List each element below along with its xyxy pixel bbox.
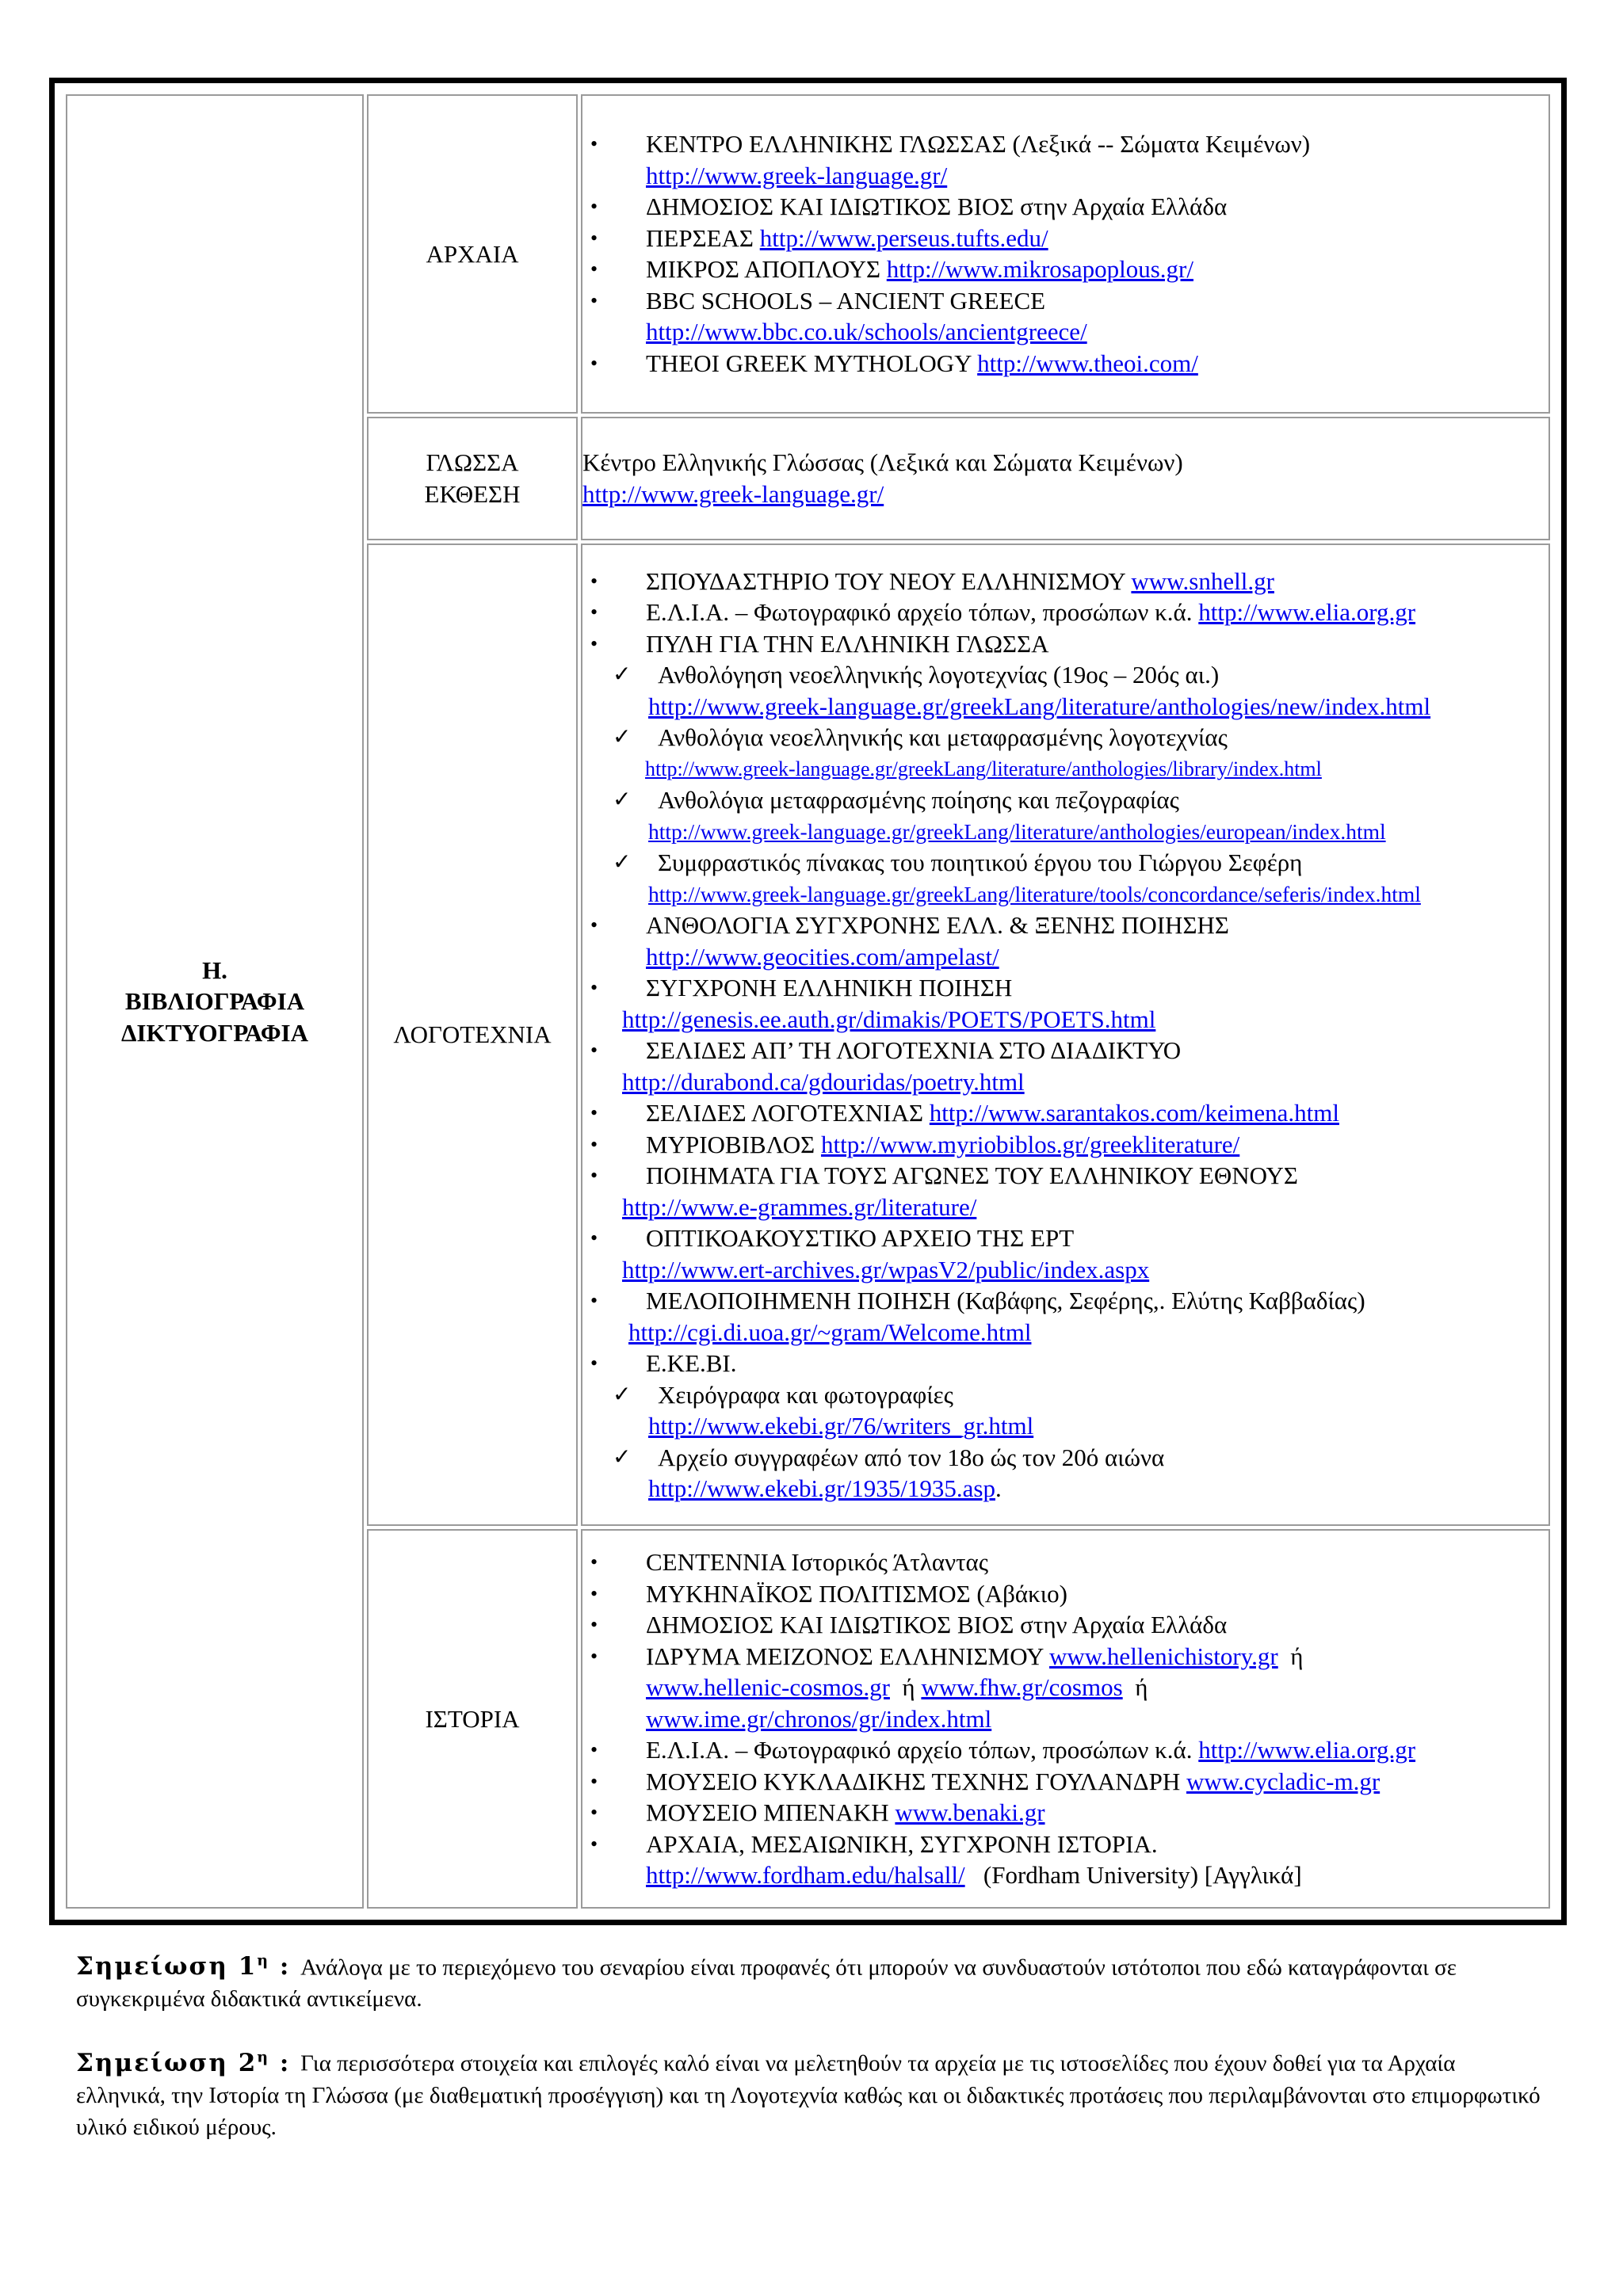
link[interactable]: http://www.e-grammes.gr/literature/ [622, 1192, 977, 1221]
list-item: • ΠΥΛΗ ΓΙΑ ΤΗΝ ΕΛΛΗΝΙΚΗ ΓΛΩΣΣΑ ✓ Ανθολόγηση νεοελληνικής λογοτεχνίας (19ος – 20ός αι.) http://www.greek-language.gr/greekLang/literature/anthologies/new/index.html ✓ Ανθολόγια νεοελληνικής και μεταφρασμένης λογοτεχνίας http://www.greek-language.gr/greekLang/literature/anthologies/library/index.html ✓ Ανθολόγια μεταφρασμένης ποίησης και πεζογραφίας http://www.greek-language.gr/greekLang/literature/anthologies/european/index.html ✓ Συμφραστικός πίνακας του ποιητικού έργου του Γιώργου Σεφέρη http://www.greek-language.gr/greekLang/literature/tools/concordance/seferis/index.html [582, 628, 1549, 910]
link[interactable]: http://cgi.di.uoa.gr/~gram/Welcome.html [628, 1318, 1032, 1346]
link[interactable]: www.benaki.gr [895, 1798, 1045, 1827]
list-item: • ΣΕΛΙΔΕΣ ΑΠ’ ΤΗ ΛΟΓΟΤΕΧΝΙΑ ΣΤΟ ΔΙΑΔΙΚΤΥΟ http://durabond.ca/gdouridas/poetry.html [582, 1035, 1549, 1097]
list-item: • Ε.Λ.Ι.Α. – Φωτογραφικό αρχείο τόπων, προσώπων κ.ά. http://www.elia.org.gr [582, 1734, 1549, 1766]
link[interactable]: http://www.greek-language.gr/ [646, 161, 948, 189]
note-title: Σημείωση $2^\eta$ : [76, 2048, 301, 2077]
list-item: • ΜΥΡΙΟΒΙΒΛΟΣ http://www.myriobiblos.gr/greekliterature/ [582, 1129, 1549, 1161]
link[interactable]: http://www.elia.org.gr [1198, 1736, 1416, 1764]
bibliography-table [63, 91, 1553, 1912]
link[interactable]: www.snhell.gr [1131, 566, 1274, 595]
note-title: Σημείωση $1^\eta$ : [76, 1952, 301, 1981]
note-text: Για περισσότερα στοιχεία και επιλογές καλό είναι να μελετηθούν τα αρχεία με τις ιστοσελίδες που έχουν δοθεί για τα Αρχαία ελληνικά, την Ιστορία τη Γλώσσα (με διαθεματική προσέγγιση) και τη Λογοτεχνία καθώς και οι διδακτικές προτάσεις που περιλαμβάνονται στο επιμορφωτικό υλικό ειδικού μέρους. [76, 2050, 1541, 2140]
link[interactable]: http://www.fordham.edu/halsall/ [646, 1861, 965, 1890]
list-item: • ΣΕΛΙΔΕΣ ΛΟΓΟΤΕΧΝΙΑΣ http://www.sarantakos.com/keimena.html [582, 1097, 1549, 1129]
links-archaia [581, 94, 1550, 414]
list-item: • ΟΠΤΙΚΟΑΚΟΥΣΤΙΚΟ ΑΡΧΕΙΟ ΤΗΣ ΕΡΤ http://www.ert-archives.gr/wpasV2/public/index.aspx [582, 1222, 1549, 1285]
sublist-ekebi [613, 1379, 1549, 1505]
list-item: • Ε.Λ.Ι.Α. – Φωτογραφικό αρχείο τόπων, προσώπων κ.ά. http://www.elia.org.gr [582, 597, 1549, 628]
link[interactable]: http://www.ekebi.gr/1935/1935.asp [648, 1474, 995, 1503]
note-text: Ανάλογα με το περιεχόμενο του σεναρίου είναι προφανές ότι μπορούν να συνδυαστούν ιστότοποι που εδώ καταγράφονται σε συγκεκριμένα διδακτικά αντικείμενα. [76, 1955, 1457, 2012]
link[interactable]: http://www.sarantakos.com/keimena.html [929, 1099, 1339, 1127]
note-2 [76, 2041, 1550, 2142]
list-item: • ΣΠΟΥΔΑΣΤΗΡΙΟ ΤΟΥ ΝΕΟΥ ΕΛΛΗΝΙΣΜΟΥ www.snhell.gr [582, 566, 1549, 597]
note-1 [76, 1945, 1550, 2015]
section-label-letter: Η. [202, 955, 227, 984]
list-item: • Ε.ΚΕ.ΒΙ. ✓ Χειρόγραφα και φωτογραφίες http://www.ekebi.gr/76/writers_gr.html ✓ Αρχείο συγγραφέων από τον 18ο ώς τον 20ό αιώνα http://www.ekebi.gr/1935/1935.asp. [582, 1348, 1549, 1505]
check-icon: ✓ [613, 1382, 632, 1407]
links-istoria [581, 1529, 1550, 1909]
list-item: • ΜΟΥΣΕΙΟ ΚΥΚΛΑΔΙΚΗΣ ΤΕΧΝΗΣ ΓΟΥΛΑΝΔΡΗ www.cycladic-m.gr [582, 1766, 1549, 1798]
subject-istoria: ΙΣΤΟΡΙΑ [367, 1529, 578, 1909]
list-item: • ΣΥΓΧΡΟΝΗ ΕΛΛΗΝΙΚΗ ΠΟΙΗΣΗ http://genesis.ee.auth.gr/dimakis/POETS/POETS.html [582, 972, 1549, 1035]
list-item: • BBC SCHOOLS – ANCIENT GREECE http://www.bbc.co.uk/schools/ancientgreece/ [582, 285, 1549, 348]
section-label-cell [66, 94, 364, 1909]
link[interactable]: www.ime.gr/chronos/gr/index.html [646, 1704, 992, 1733]
section-label-line-1: ΒΙΒΛΙΟΓΡΑΦΙΑ [124, 987, 305, 1016]
link[interactable]: www.cycladic-m.gr [1186, 1767, 1381, 1795]
link[interactable]: http://www.perseus.tufts.edu/ [759, 223, 1048, 252]
list-item: • CENTENNIA Ιστορικός Άτλαντας [582, 1547, 1549, 1578]
link[interactable]: www.fhw.gr/cosmos [921, 1673, 1123, 1702]
notes [76, 1945, 1550, 2169]
check-icon: ✓ [613, 725, 632, 750]
link[interactable]: http://www.elia.org.gr [1198, 598, 1416, 627]
subject-glossa: ΓΛΩΣΣΑ ΕΚΘΕΣΗ [367, 417, 578, 540]
section-label-line-2: ΔΙΚΤΥΟΓΡΑΦΙΑ [120, 1018, 309, 1047]
sublist-item: ✓ Ανθολόγηση νεοελληνικής λογοτεχνίας (19ος – 20ός αι.) http://www.greek-language.gr/greekLang/literature/anthologies/new/index.html [582, 659, 1549, 722]
subject-archaia: ΑΡΧΑΙΑ [367, 94, 578, 414]
link[interactable]: http://www.greek-language.gr/greekLang/literature/anthologies/new/index.html [648, 692, 1431, 720]
list-item: • ΚΕΝΤΡΟ ΕΛΛΗΝΙΚΗΣ ΓΛΩΣΣΑΣ (Λεξικά -- Σώματα Κειμένων) http://www.greek-language.gr/ [582, 128, 1549, 191]
link[interactable]: http://www.ekebi.gr/76/writers_gr.html [648, 1412, 1034, 1440]
list-item: • ΜΙΚΡΟΣ ΑΠΟΠΛΟΥΣ http://www.mikrosapoplous.gr/ [582, 254, 1549, 285]
list-item: • ΜΥΚΗΝΑΪΚΟΣ ΠΟΛΙΤΙΣΜΟΣ (Αβάκιο) [582, 1578, 1549, 1610]
subject-logotexnia: ΛΟΓΟΤΕΧΝΙΑ [367, 543, 578, 1526]
list-item: • ΠΕΡΣΕΑΣ http://www.perseus.tufts.edu/ [582, 223, 1549, 254]
link[interactable]: http://www.myriobiblos.gr/greekliterature/ [820, 1130, 1240, 1158]
link[interactable]: http://www.greek-language.gr/ [582, 479, 884, 508]
sublist-item: ✓ Συμφραστικός πίνακας του ποιητικού έργου του Γιώργου Σεφέρη http://www.greek-language.gr/greekLang/literature/tools/concordance/seferis/index.html [582, 847, 1549, 910]
list-item: • ΜΕΛΟΠΟΙΗΜΕΝΗ ΠΟΙΗΣΗ (Καβάφης, Σεφέρης,. Ελύτης Καββαδίας) http://cgi.di.uoa.gr/~gram/Welcome.html [582, 1285, 1549, 1348]
list-istoria [582, 1547, 1549, 1891]
links-glossa: Κέντρο Ελληνικής Γλώσσας (Λεξικά και Σώματα Κειμένων) http://www.greek-language.gr/ [581, 417, 1550, 540]
sublist-item: ✓ Χειρόγραφα και φωτογραφίες http://www.ekebi.gr/76/writers_gr.html [582, 1379, 1549, 1442]
list-item: • THEOI GREEK MYTHOLOGY http://www.theoi.com/ [582, 348, 1549, 379]
link[interactable]: http://www.greek-language.gr/greekLang/literature/tools/concordance/seferis/index.html [648, 881, 1421, 906]
list-logotexnia [582, 566, 1549, 1505]
link[interactable]: http://www.mikrosapoplous.gr/ [886, 255, 1193, 284]
links-logotexnia [581, 543, 1550, 1526]
list-item: • ΙΔΡΥΜΑ ΜΕΙΖΟΝΟΣ ΕΛΛΗΝΙΣΜΟΥ www.hellenichistory.gr ή www.hellenic-cosmos.gr ή www.fhw.gr/cosmos ή www.ime.gr/chronos/gr/index.html [582, 1641, 1549, 1735]
list-item: • ΔΗΜΟΣΙΟΣ ΚΑΙ ΙΔΙΩΤΙΚΟΣ ΒΙΟΣ στην Αρχαία Ελλάδα [582, 191, 1549, 223]
list-archaia [582, 128, 1549, 379]
link[interactable]: http://www.geocities.com/ampelast/ [646, 942, 999, 971]
sublist-item: ✓ Ανθολόγια μεταφρασμένης ποίησης και πεζογραφίας http://www.greek-language.gr/greekLang/literature/anthologies/european/index.html [582, 784, 1549, 847]
list-item: • ΑΝΘΟΛΟΓΙΑ ΣΥΓΧΡΟΝΗΣ ΕΛΛ. & ΞΕΝΗΣ ΠΟΙΗΣΗΣ http://www.geocities.com/ampelast/ [582, 910, 1549, 972]
check-icon: ✓ [613, 1444, 632, 1470]
bibliography-table-frame [49, 78, 1567, 1925]
link[interactable]: http://www.greek-language.gr/greekLang/literature/anthologies/european/index.html [648, 818, 1386, 844]
link[interactable]: http://www.greek-language.gr/greekLang/literature/anthologies/library/index.html [645, 757, 1322, 780]
link[interactable]: http://www.theoi.com/ [977, 349, 1198, 377]
link[interactable]: http://www.bbc.co.uk/schools/ancientgreece/ [646, 318, 1087, 346]
list-item: • ΑΡΧΑΙΑ, ΜΕΣΑΙΩΝΙΚΗ, ΣΥΓΧΡΟΝΗ ΙΣΤΟΡΙΑ. http://www.fordham.edu/halsall/ (Fordham University) [Αγγλικά] [582, 1829, 1549, 1891]
list-item: • ΠΟΙΗΜΑΤΑ ΓΙΑ ΤΟΥΣ ΑΓΩΝΕΣ ΤΟΥ ΕΛΛΗΝΙΚΟΥ ΕΘΝΟΥΣ http://www.e-grammes.gr/literature/ [582, 1160, 1549, 1222]
link[interactable]: http://durabond.ca/gdouridas/poetry.html [622, 1067, 1025, 1096]
check-icon: ✓ [613, 788, 632, 813]
check-icon: ✓ [613, 662, 632, 688]
link[interactable]: http://www.ert-archives.gr/wpasV2/public/index.aspx [622, 1255, 1150, 1283]
sublist-item: ✓ Ανθολόγια νεοελληνικής και μεταφρασμένης λογοτεχνίας http://www.greek-language.gr/greekLang/literature/anthologies/library/index.html [582, 722, 1549, 784]
sublist-item: ✓ Αρχείο συγγραφέων από τον 18ο ώς τον 20ό αιώνα http://www.ekebi.gr/1935/1935.asp. [613, 1443, 1165, 1503]
link[interactable]: www.hellenichistory.gr [1049, 1642, 1278, 1670]
link[interactable]: http://genesis.ee.auth.gr/dimakis/POETS/POETS.html [622, 1005, 1156, 1033]
list-item: • ΔΗΜΟΣΙΟΣ ΚΑΙ ΙΔΙΩΤΙΚΟΣ ΒΙΟΣ στην Αρχαία Ελλάδα [582, 1609, 1549, 1641]
check-icon: ✓ [613, 850, 632, 875]
link[interactable]: www.hellenic-cosmos.gr [646, 1673, 890, 1702]
sublist-pyli [613, 659, 1549, 910]
list-item: • ΜΟΥΣΕΙΟ ΜΠΕΝΑΚΗ www.benaki.gr [582, 1797, 1549, 1829]
